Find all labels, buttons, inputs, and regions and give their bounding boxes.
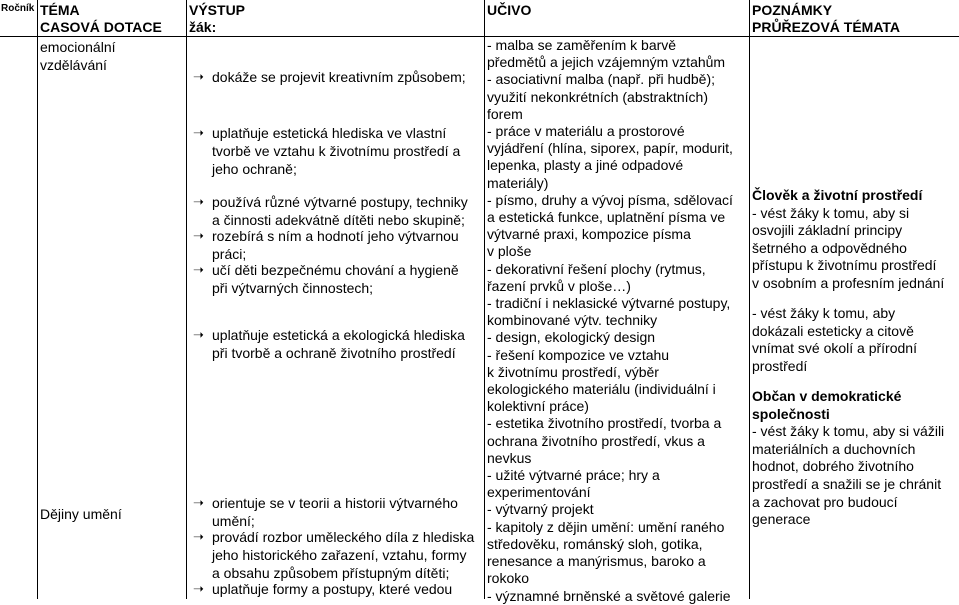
topic-dejiny-umeni: Dějiny umění [40,506,122,522]
outcome-forms: uplatňuje formy a postupy, které vedou [212,581,453,597]
heading-clovek-a-zivotni-prostredi: Člověk a životní prostředí [752,187,923,203]
outcome-safety: učí děti bezpečnému chování a hygieně při výtvarných činnostech; [212,262,459,296]
header-ucivo: UČIVO [487,2,532,18]
outcome-aesthetic-own-work: uplatňuje estetická hlediska ve vlastní tvorbě ve vztahu k životnímu prostředí a jeho ochraně; [212,125,461,177]
arrow-icon: ➝ [193,125,204,140]
arrow-icon: ➝ [193,262,204,277]
column-divider-3 [484,0,485,599]
arrow-icon: ➝ [193,228,204,243]
arrow-icon: ➝ [193,581,204,596]
header-vystup: VÝSTUP žák: [189,2,246,35]
topic-emocionalni-vzdelavani: emocionální vzdělávání [40,39,116,73]
outcome-art-history: orientuje se v teorii a historii výtvarného umění; [212,495,458,529]
poznamky-env: Člověk a životní prostředí - vést žáky k tomu, aby si osvojili základní principy šetrného a odpovědného přístupu k životnímu prostředí v osobním a profesním jednání [752,187,945,291]
header-tema: TÉMA CASOVÁ DOTACE [40,2,162,35]
outcome-techniques: používá různé výtvarné postupy, techniky a činnosti adekvátně dítěti nebo skupině; [212,194,468,228]
column-divider-2 [186,0,187,599]
ucivo-list: - malba se zaměřením k barvě předmětů a jejich vzájemným vztahům - asociativní malba (např. při hudbě); využití nekonkrétních (abstraktních) forem - práce v materiálu a prostorové vyjádření (hlína, siporex, papír, modurit, lepenka, plasty a jiné odpadové materiály) - písmo, druhy a vývoj písma, sdělovací a estetická funkce, uplatnění písma ve výtvarné praxi, kompozice písma v ploše - dekorativní řešení plochy (rytmus, řazení prvků v ploše…) - tradiční i neklasické výtvarné postupy, kombinované výtv. techniky - design, ekologický design - řešení kompozice ve vztahu k životnímu prostředí, výběr ekologického materiálu (individuální i kolektivní práce) - estetika životního prostředí, tvorba a ochrana životního prostředí, vkus a nevkus - užité výtvarné práce; hry a experimentování - výtvarný projekt - kapitoly z dějin umění: umění raného středověku, románský sloh, gotika, renesance a manýrismus, baroko a rokoko - významné brněnské a světové galerie [487,37,733,604]
arrow-icon: ➝ [193,495,204,510]
header-bottom-border [0,36,959,37]
outcome-creative: dokáže se projevit kreativním způsobem; [212,69,466,85]
header-poznamky: POZNÁMKY PRŮŘEZOVÁ TÉMATA [752,2,901,35]
outcome-art-analysis: provádí rozbor uměleckého díla z hlediska jeho historického zařazení, vztahu, formy a obsahu způsobem přístupným dítěti; [212,529,475,581]
poznamky-obcan: Občan v demokratické společnosti - vést žáky k tomu, aby si vážili materiálních a duchovních hodnot, dobrého životního prostředí a snažili se je chránit a zachovat pro budoucí generace [752,388,945,528]
column-divider-4 [749,0,750,599]
arrow-icon: ➝ [193,69,204,84]
arrow-icon: ➝ [193,529,204,544]
arrow-icon: ➝ [193,327,204,342]
heading-obcan-v-demokraticke: Občan v demokratické [752,388,902,404]
column-divider-1 [37,0,38,599]
header-rocnik: Ročník [1,3,35,14]
arrow-icon: ➝ [193,194,204,209]
poznamky-env-2: - vést žáky k tomu, aby dokázali esteticky a citově vnímat své okolí a přírodní prostředí [752,305,917,374]
outcome-evaluates-work: rozebírá s ním a hodnotí jeho výtvarnou práci; [212,228,459,262]
outcome-ecological: uplatňuje estetická a ekologická hlediska při tvorbě a ochraně životního prostředí [212,327,465,361]
